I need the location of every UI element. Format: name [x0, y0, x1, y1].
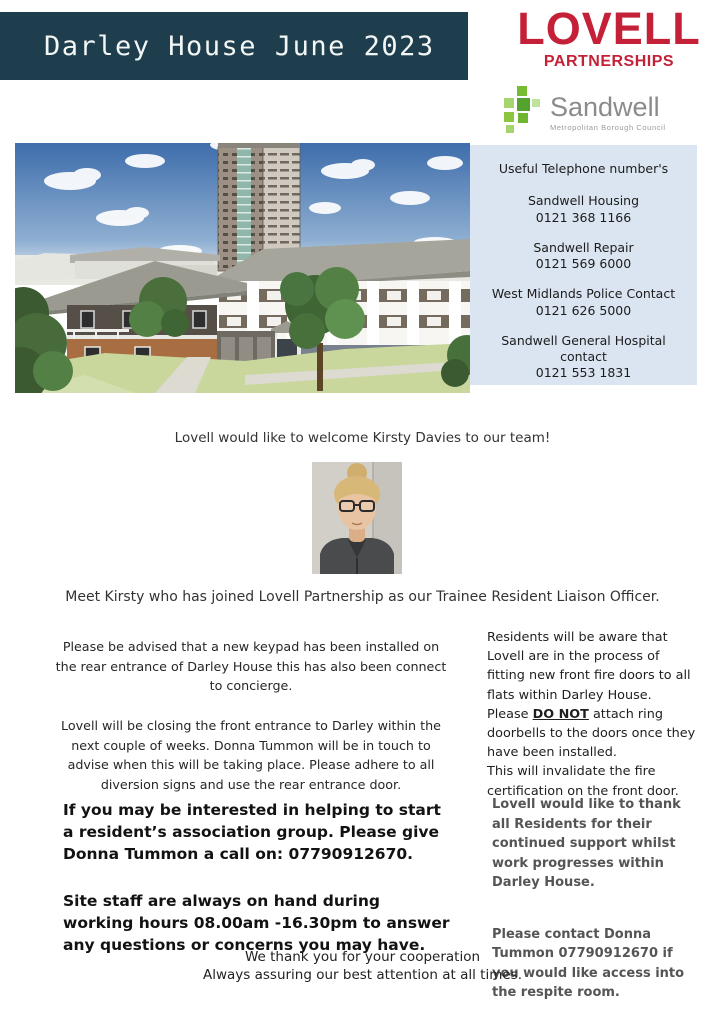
right-column — [487, 628, 699, 801]
fire-doors-paragraph: Residents will be aware that Lovell are in the process of fitting new front fire doors to all flats within Darley House. — [487, 630, 691, 703]
respite-room-paragraph: Please contact Donna Tummon 07790912670 if you would like access into the respite room. — [492, 926, 685, 1000]
footer-line-2: Always assuring our best attention at all times. — [203, 967, 522, 984]
welcome-headline: Lovell would like to welcome Kirsty Davies to our team! — [174, 430, 551, 446]
useful-numbers-panel — [470, 145, 697, 385]
sandwell-squares-icon — [504, 86, 542, 140]
phone-entry-number: 0121 569 6000 — [535, 256, 632, 271]
sandwell-logo-name: Sandwell — [550, 92, 660, 122]
front-entrance-paragraph: Lovell will be closing the front entrance to Darley within the next couple of weeks. Donna Tummon will be in touch to advise when this will be taking place. Please adhere to all diversion signs and use the rear entrance door. — [61, 718, 441, 793]
phone-entry — [480, 193, 687, 226]
residents-association-paragraph: If you may be interested in helping to start a resident’s association group. Please give Donna Tummon a call on: 07790912670. — [63, 801, 441, 863]
phone-entry-number: 0121 626 5000 — [535, 302, 632, 318]
meet-kirsty-line: Meet Kirsty who has joined Lovell Partnership as our Trainee Resident Liaison Officer. — [65, 589, 660, 605]
phone-entry — [480, 333, 687, 382]
phone-entry — [480, 240, 687, 273]
lovell-logo-wordmark: LOVELL — [517, 3, 701, 54]
useful-numbers-title: Useful Telephone number's — [498, 161, 669, 176]
keypad-paragraph: Please be advised that a new keypad has been installed on the rear entrance of Darley House this has also been connect to concierge. — [55, 639, 447, 694]
phone-entry-number: 0121 368 1166 — [535, 209, 632, 225]
right-bold-block — [492, 795, 697, 1024]
phone-entry-name: Sandwell General Hospital contact — [501, 332, 666, 364]
building-render-illustration — [15, 143, 470, 393]
kirsty-portrait-photo — [312, 462, 402, 574]
phone-entry-name: Sandwell Repair — [533, 239, 634, 255]
hero-building-render — [15, 143, 470, 393]
footer-note — [0, 948, 725, 984]
phone-entry-name: Sandwell Housing — [527, 193, 640, 209]
footer-line-1: We thank you for your cooperation — [244, 949, 481, 965]
thank-you-residents-paragraph: Lovell would like to thank all Residents for their continued support whilst work progresses within Darley House. — [492, 797, 681, 890]
title-banner — [0, 12, 468, 80]
phone-entry-name: West Midlands Police Contact — [491, 286, 676, 302]
sandwell-logo-council: Metropolitan Borough Council — [550, 123, 666, 132]
please-prefix: Please — [487, 706, 533, 722]
fire-certification-paragraph: This will invalidate the fire certification on the front door. — [487, 764, 679, 799]
page-title: Darley House June 2023 — [44, 30, 435, 62]
phone-entry-number: 0121 553 1831 — [535, 365, 632, 381]
sandwell-logo — [504, 86, 666, 140]
doorbell-rest: attach ring doorbells to the doors once they have been installed. — [487, 706, 696, 761]
ring-doorbell-paragraph — [487, 705, 699, 763]
left-column — [55, 637, 447, 815]
lovell-logo-partnerships: PARTNERSHIPS — [543, 53, 675, 70]
phone-entry — [480, 286, 687, 319]
do-not-warning: DO NOT — [532, 706, 589, 722]
lovell-logo — [503, 3, 715, 71]
site-staff-hours-paragraph: Site staff are always on hand during working hours 08.00am -16.30pm to answer any questions or concerns you may have. — [63, 892, 450, 954]
